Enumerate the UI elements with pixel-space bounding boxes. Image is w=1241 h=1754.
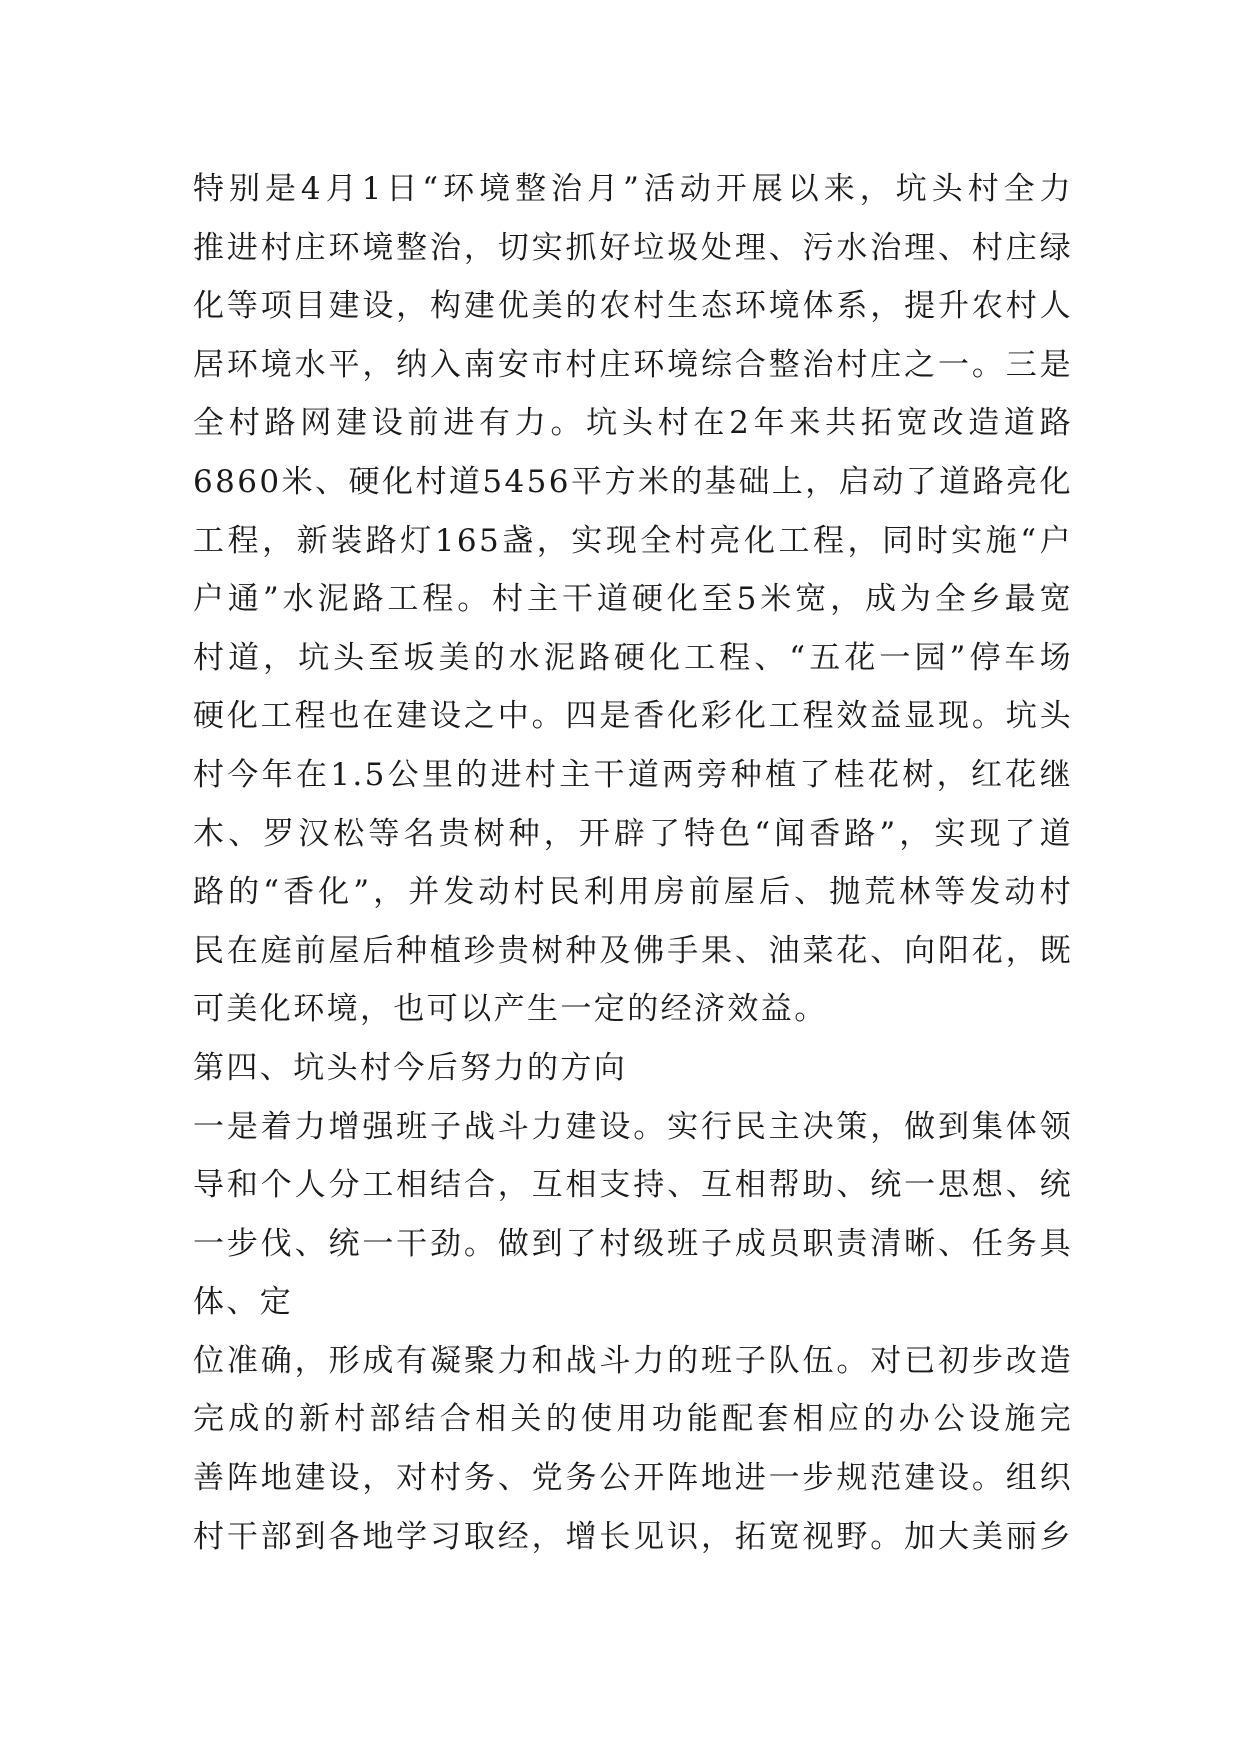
text-line: 推进村庄环境整治，切实抓好垃圾处理、污水治理、村庄绿 xyxy=(193,229,1073,266)
text-line: 村今年在1.5公里的进村主干道两旁种植了桂花树，红花继 xyxy=(193,756,1073,793)
text-line: 一是着力增强班子战斗力建设。实行民主决策，做到集体领 xyxy=(193,1108,1073,1145)
text-line: 特别是4月1日“环境整治月”活动开展以来，坑头村全力 xyxy=(193,171,1073,207)
text-line: 硬化工程也在建设之中。四是香化彩化工程效益显现。坑头 xyxy=(193,698,1073,735)
text-line: 一步伐、统一干劲。做到了村级班子成员职责清晰、任务具 xyxy=(193,1225,1073,1262)
text-line: 木、罗汉松等名贵树种，开辟了特色“闻香路”，实现了道 xyxy=(193,815,1073,852)
text-line: 户通”水泥路工程。村主干道硬化至5米宽，成为全乡最宽 xyxy=(193,581,1073,618)
text-line: 可美化环境，也可以产生一定的经济效益。 xyxy=(193,991,828,1028)
section-heading: 第四、坑头村今后努力的方向 xyxy=(193,1049,628,1086)
text-line: 完成的新村部结合相关的使用功能配套相应的办公设施完 xyxy=(193,1401,1073,1438)
text-line: 村道，坑头至坂美的水泥路硬化工程、“五花一园”停车场 xyxy=(193,639,1073,676)
text-line: 工程，新装路灯165盏，实现全村亮化工程，同时实施“户 xyxy=(193,522,1073,559)
text-line: 居环境水平，纳入南安市村庄环境综合整治村庄之一。三是 xyxy=(193,346,1073,383)
text-line: 村干部到各地学习取经，增长见识，拓宽视野。加大美丽乡 xyxy=(193,1518,1073,1555)
text-line: 化等项目建设，构建优美的农村生态环境体系，提升农村人 xyxy=(193,288,1073,325)
text-line: 导和个人分工相结合，互相支持、互相帮助、统一思想、统 xyxy=(193,1167,1073,1204)
body-text xyxy=(193,160,1073,1566)
text-line: 全村路网建设前进有力。坑头村在2年来共拓宽改造道路 xyxy=(193,405,1073,442)
text-line: 6860米、硬化村道5456平方米的基础上，启动了道路亮化 xyxy=(193,463,1073,500)
text-line: 体、定 xyxy=(193,1284,294,1321)
text-line: 民在庭前屋后种植珍贵树种及佛手果、油菜花、向阳花，既 xyxy=(193,932,1073,969)
text-line: 路的“香化”，并发动村民利用房前屋后、抛荒林等发动村 xyxy=(193,874,1073,911)
text-line: 善阵地建设，对村务、党务公开阵地进一步规范建设。组织 xyxy=(193,1460,1073,1497)
text-line: 位准确，形成有凝聚力和战斗力的班子队伍。对已初步改造 xyxy=(193,1342,1073,1379)
